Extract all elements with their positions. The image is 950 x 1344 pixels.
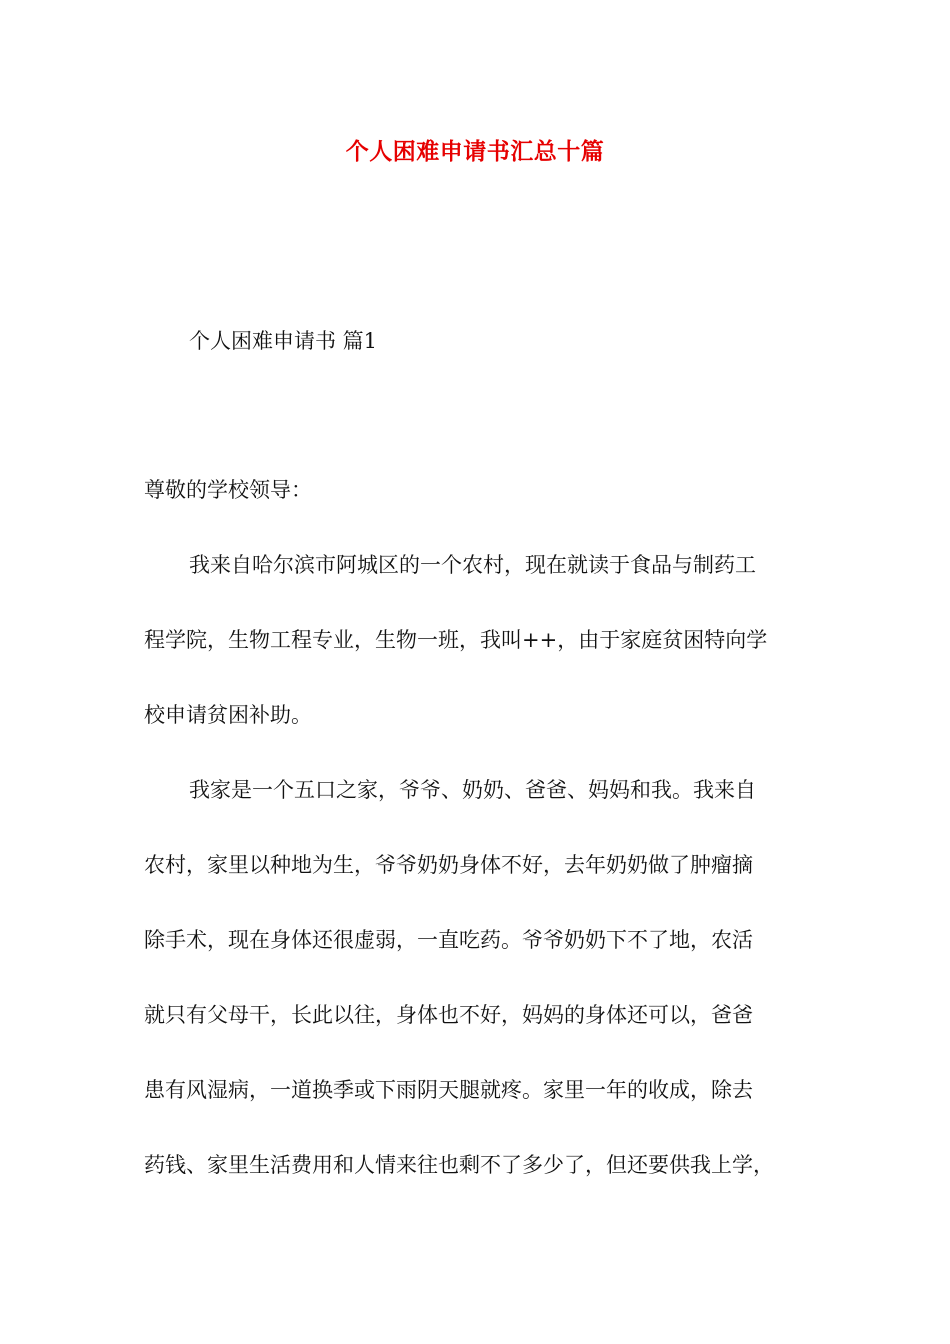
- paragraph-2-line-6: 药钱、家里生活费用和人情来往也剩不了多少了，但还要供我上学，: [144, 1153, 774, 1177]
- section-heading: 个人困难申请书 篇1: [189, 329, 378, 353]
- paragraph-2-line-1: 我家是一个五口之家，爷爷、奶奶、爸爸、妈妈和我。我来自: [189, 778, 756, 802]
- paragraph-2-line-3: 除手术，现在身体还很虚弱，一直吃药。爷爷奶奶下不了地，农活: [144, 928, 753, 952]
- paragraph-2-line-5: 患有风湿病，一道换季或下雨阴天腿就疼。家里一年的收成，除去: [144, 1078, 753, 1102]
- paragraph-1-line-1: 我来自哈尔滨市阿城区的一个农村，现在就读于食品与制药工: [189, 553, 756, 577]
- document-title: 个人困难申请书汇总十篇: [345, 138, 605, 165]
- paragraph-2-line-4: 就只有父母干，长此以往，身体也不好，妈妈的身体还可以，爸爸: [144, 1003, 753, 1027]
- paragraph-1-line-2: 程学院，生物工程专业，生物一班，我叫++，由于家庭贫困特向学: [144, 628, 768, 652]
- document-body: [144, 472, 834, 1222]
- salutation: 尊敬的学校领导：: [144, 478, 312, 502]
- paragraph-1-line-3: 校申请贫困补助。: [144, 703, 312, 727]
- paragraph-2-line-2: 农村，家里以种地为生，爷爷奶奶身体不好，去年奶奶做了肿瘤摘: [144, 853, 753, 877]
